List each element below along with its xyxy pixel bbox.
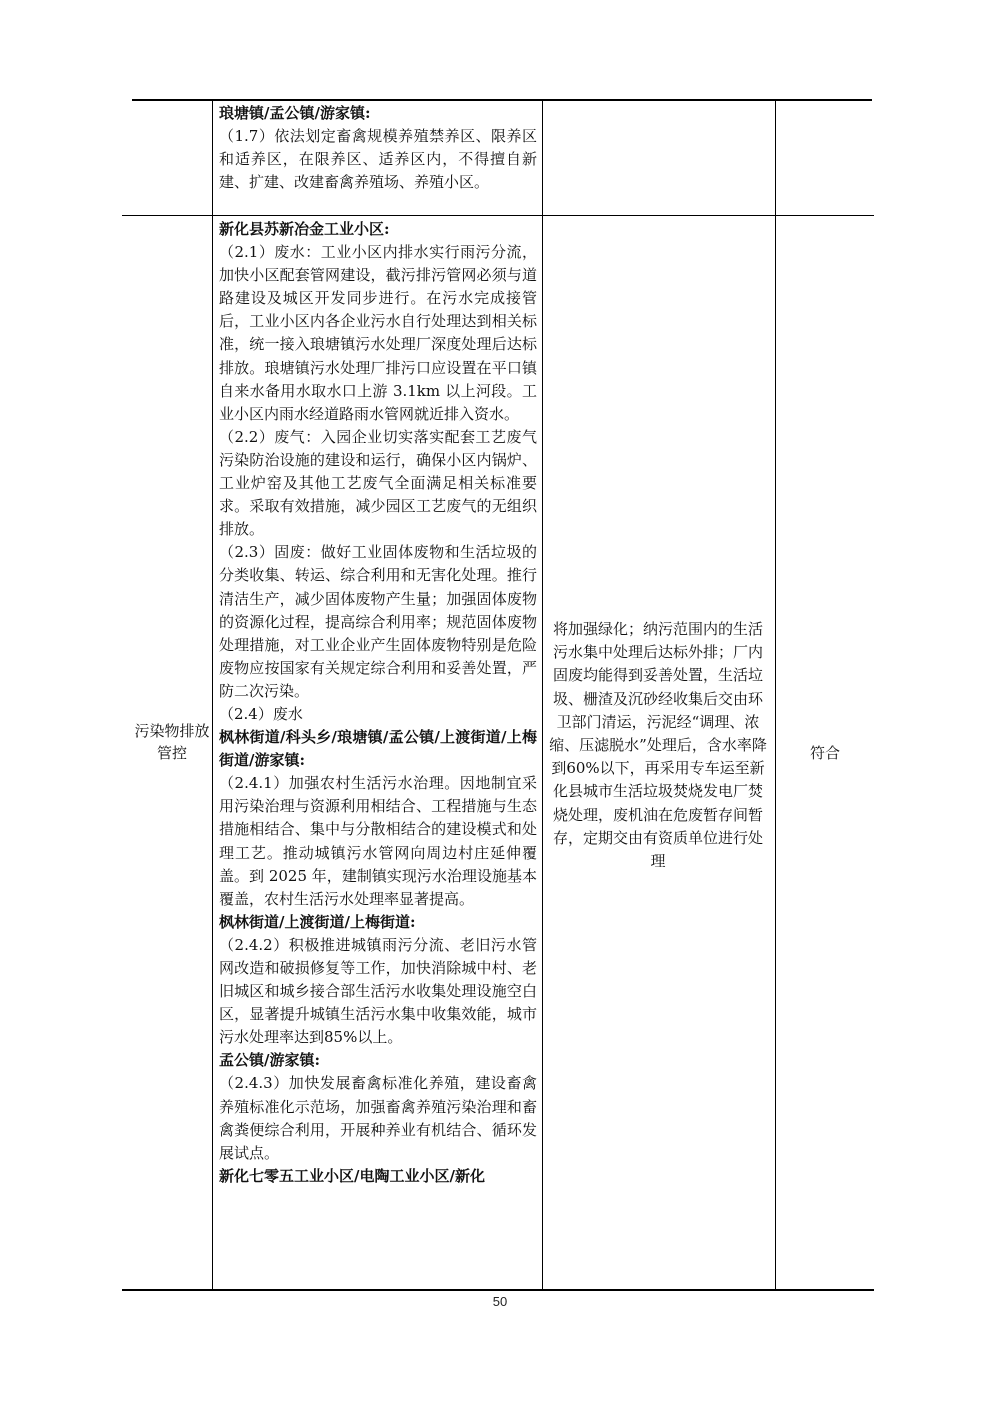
row-divider	[122, 215, 874, 216]
row2-heading: 枫林街道/科头乡/琅塘镇/孟公镇/上渡街道/上梅街道/游家镇:	[219, 728, 537, 770]
column-divider	[542, 100, 543, 1290]
row1-paragraph: （1.7）依法划定畜禽规模养殖禁养区、限养区和适养区，在限养区、适养区内，不得擅自新建、扩建、改建畜禽养殖场、养殖小区。	[219, 127, 537, 192]
row2-content	[219, 218, 537, 1188]
row2-heading: 新化七零五工业小区/电陶工业小区/新化	[219, 1166, 485, 1185]
row2-paragraph: （2.4.2）积极推进城镇雨污分流、老旧污水管网改造和破损修复等工作，加快消除城中村、老旧城区和城乡接合部生活污水收集处理设施空白区，显著提升城镇生活污水集中收集效能，城市污水处理率达到85%以上。	[219, 935, 537, 1047]
row2-heading: 孟公镇/游家镇:	[219, 1051, 321, 1070]
row2-paragraph: （2.4.3）加快发展畜禽标准化养殖，建设畜禽养殖标准化示范场，加强畜禽养殖污染治理和畜禽粪便综合利用，开展种养业有机结合、循环发展试点。	[219, 1074, 537, 1162]
row2-paragraph: （2.2）废气：入园企业切实落实配套工艺废气污染防治设施的建设和运行，确保小区内锅炉、工业炉窑及其他工艺废气全面满足相关标准要求。采取有效措施，减少园区工艺废气的无组织排放。	[219, 427, 537, 539]
row1-heading: 琅塘镇/孟公镇/游家镇:	[219, 104, 371, 122]
row2-heading: 新化县苏新冶金工业小区:	[219, 220, 390, 238]
column-divider	[775, 100, 776, 1290]
row2-paragraph: （2.4.1）加强农村生活污水治理。因地制宜采用污染治理与资源利用相结合、工程措施与生态措施相结合、集中与分散相结合的建设模式和处理工艺。推动城镇污水管网向周边村庄延伸覆盖。到 2025 年，建制镇实现污水治理设施基本覆盖，农村生活污水处理率显著提高。	[219, 774, 537, 908]
row2-paragraph: （2.3）固废：做好工业固体废物和生活垃圾的分类收集、转运、综合利用和无害化处理。推行清洁生产，减少固体废物产生量；加强固体废物的资源化过程，提高综合利用率；规范固体废物处理措施，对工业企业产生固体废物特别是危险废物应按国家有关规定综合利用和妥善处置，严防二次污染。	[219, 543, 537, 700]
row2-heading: 枫林街道/上渡街道/上梅街道:	[219, 912, 416, 931]
column-divider	[212, 100, 213, 1290]
row2-conformity: 符合	[809, 744, 840, 762]
row2-paragraph: （2.1）废水：工业小区内排水实行雨污分流，加快小区配套管网建设，截污排污管网必须与道路建设及城区开发同步进行。在污水完成接管后，工业小区内各企业污水自行处理达到相关标准，统一接入琅塘镇污水处理厂深度处理后达标排放。琅塘镇污水处理厂排污口应设置在平口镇自来水备用水取水口上游 3.1km 以上河段。工业小区内雨水经道路雨水管网就近排入资水。	[219, 243, 537, 423]
row1-content	[219, 102, 537, 194]
row2-category: 污染物排放管控	[134, 722, 210, 762]
row2-paragraph: （2.4）废水	[219, 704, 303, 723]
table-bottom-rule	[122, 1289, 874, 1291]
table-top-rule	[132, 99, 872, 101]
page-number: 50	[492, 1294, 508, 1309]
row2-measures: 将加强绿化；纳污范围内的生活污水集中处理后达标外排；厂内固废均能得到妥善处置，生活垃圾、栅渣及沉砂经收集后交由环卫部门清运，污泥经“调理、浓缩、压滤脱水”处理后，含水率降到60%以下，再采用专车运至新化县城市生活垃圾焚烧发电厂焚烧处理，废机油在危废暂存间暂存，定期交由有资质单位进行处理	[549, 620, 767, 871]
